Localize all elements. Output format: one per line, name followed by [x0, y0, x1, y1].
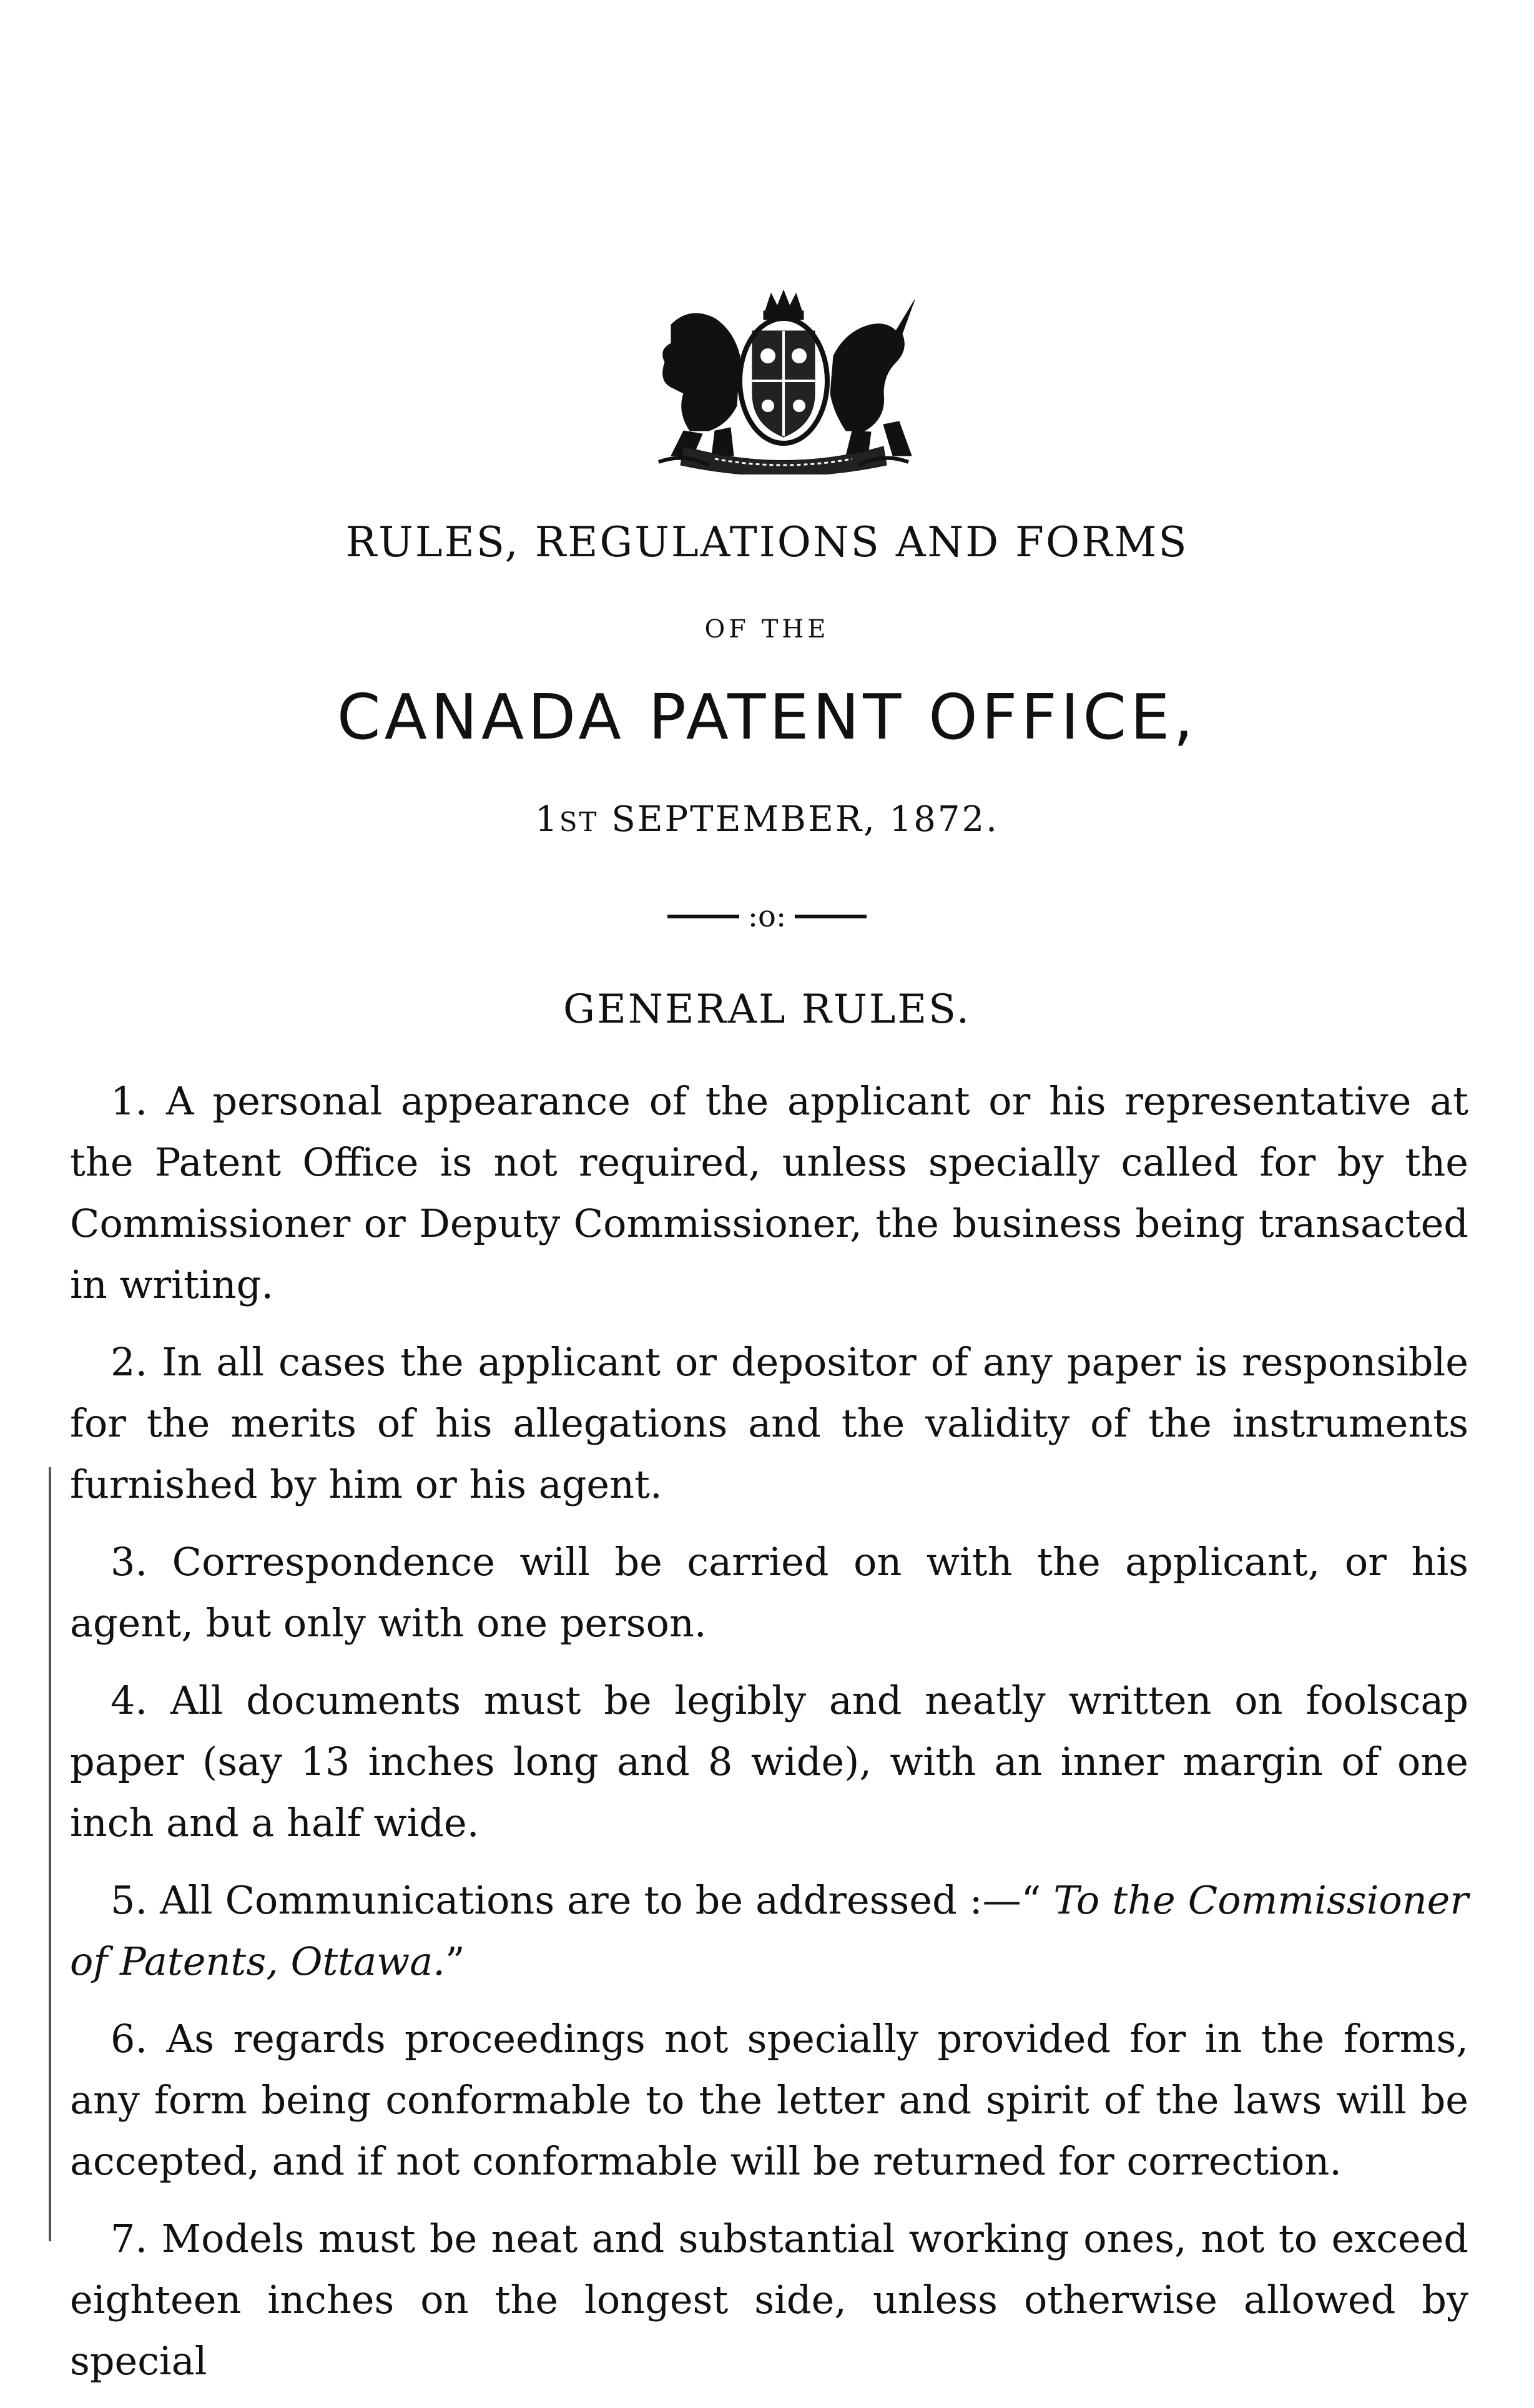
date-day: 1	[535, 799, 559, 840]
rules-body	[70, 1071, 1468, 2408]
page-title: CANADA PATENT OFFICE,	[337, 681, 1197, 754]
ornamental-separator	[0, 899, 1534, 934]
separator-dash-left	[667, 915, 739, 918]
rule-paragraph-7: 7. Models must be neat and substantial working ones, not to exceed eighteen inches on the longest side, unless otherwise allowed by special	[70, 2216, 1468, 2384]
separator-dash-right	[795, 915, 867, 918]
royal-coat-of-arms-icon	[646, 287, 921, 474]
rule-5-address: To the Commissioner of Patents, Ottawa.	[70, 1877, 1468, 1984]
rule-paragraph-2: 2. In all cases the applicant or depositor of any paper is responsible for the merits of his allegations and the validity of the instruments furnished by him or his agent.	[70, 1339, 1468, 1507]
date-rest: SEPTEMBER, 1872.	[598, 799, 999, 840]
date-ordinal-suffix: ST	[559, 807, 599, 837]
separator-center: :o:	[747, 899, 787, 934]
rule-paragraph-4: 4. All documents must be legibly and neatly written on foolscap paper (say 13 inches long and 8 wide), with an inner margin of one inch and a half wide.	[70, 1678, 1468, 1845]
rule-paragraph-6: 6. As regards proceedings not specially provided for in the forms, any form being conformable to the letter and spirit of the laws will be accepted, and if not conformable will be returned for correction.	[70, 2016, 1468, 2184]
section-title: GENERAL RULES.	[563, 986, 971, 1033]
of-the-label: OF THE	[704, 615, 830, 644]
margin-rule	[49, 1467, 51, 2241]
rule-5-close-quote: ”	[445, 1939, 465, 1984]
rule-paragraph-1: 1. A personal appearance of the applicant or his representative at the Patent Office is not required, unless specially called for by the Commissioner or Deputy Commissioner, the business being transacted in writing.	[70, 1078, 1468, 1307]
rule-5-text: 5. All Communications are to be addressed :—“	[111, 1877, 1054, 1923]
document-heading: RULES, REGULATIONS AND FORMS	[345, 518, 1189, 566]
rule-paragraph-3: 3. Correspondence will be carried on with the applicant, or his agent, but only with one person.	[70, 1539, 1468, 1646]
date-line	[0, 799, 1534, 840]
rule-paragraph-5	[70, 1870, 1468, 1992]
